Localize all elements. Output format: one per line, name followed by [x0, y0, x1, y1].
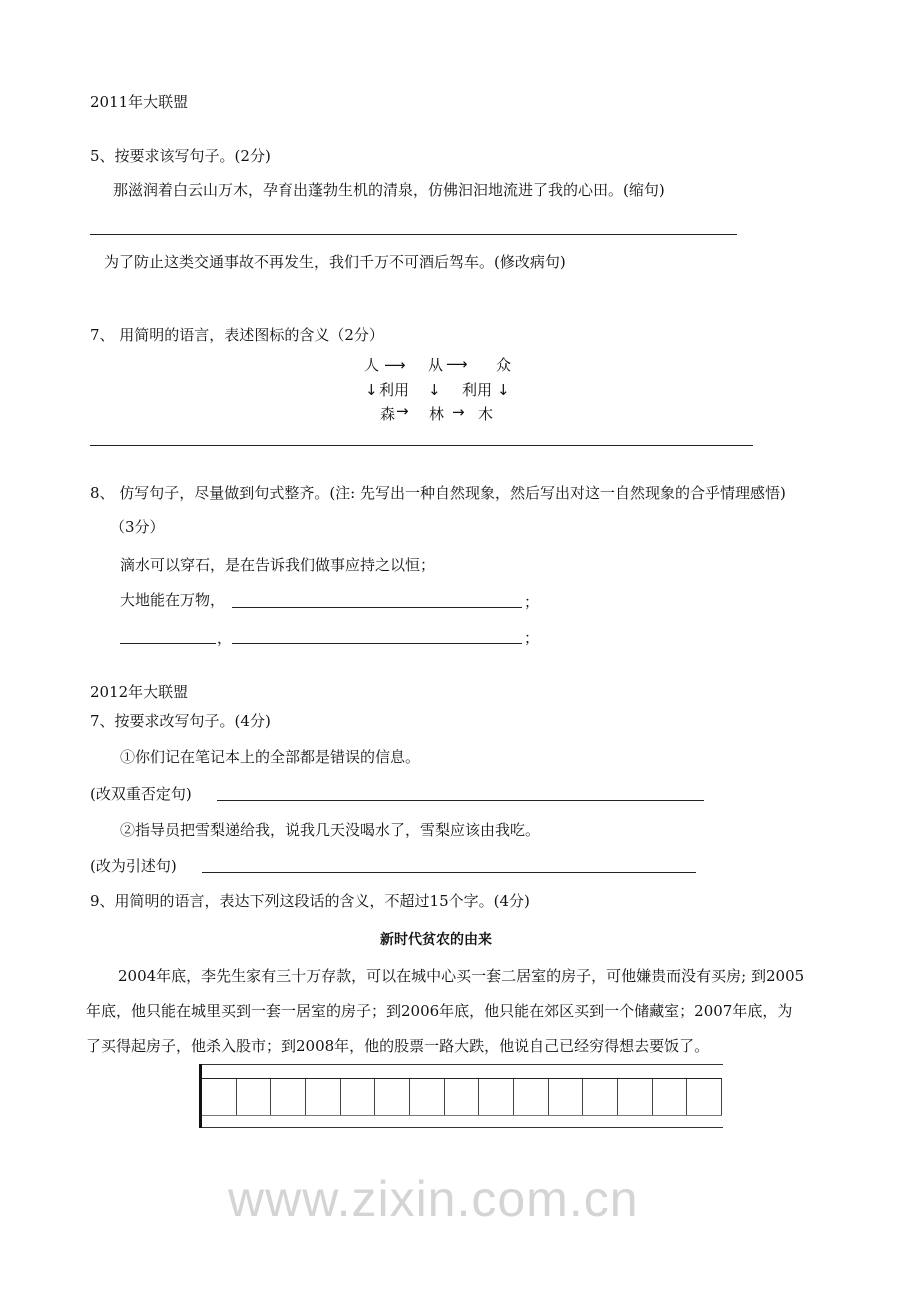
diagram-label: 利用 — [379, 381, 410, 399]
answer-cell[interactable] — [514, 1079, 549, 1115]
arrow-right-icon: → — [396, 402, 409, 420]
answer-cell[interactable] — [237, 1079, 272, 1115]
q5-sentence-1: 那滋润着白云山万木，孕育出蓬勃生机的清泉，仿佛汩汩地流进了我的心田。(缩句) — [113, 181, 665, 199]
section-heading-2012: 2012年大联盟 — [90, 683, 189, 701]
answer-cell[interactable] — [445, 1079, 480, 1115]
q7-2012-title: 7、按要求改写句子。(4分) — [90, 712, 271, 730]
answer-cell[interactable] — [549, 1079, 584, 1115]
answer-cell[interactable] — [479, 1079, 514, 1115]
passage-line: 了买得起房子，他杀入股市；到2008年，他的股票一路大跌，他说自己已经穷得想去要饭了。 — [86, 1037, 710, 1055]
watermark: www.zixin.com.cn — [228, 1171, 639, 1227]
answer-cell[interactable] — [653, 1079, 688, 1115]
arrow-right-icon: ⟶ — [384, 356, 406, 374]
passage-title: 新时代贫农的由来 — [380, 932, 492, 948]
answer-grid[interactable] — [199, 1064, 723, 1128]
punctuation: ； — [524, 593, 540, 611]
q8-score: （3分） — [110, 518, 165, 536]
punctuation: ； — [524, 629, 540, 647]
q8-prompt: 大地能在万物， — [120, 591, 226, 609]
q8-example: 滴水可以穿石，是在告诉我们做事应持之以恒； — [120, 556, 436, 574]
answer-cell[interactable] — [341, 1079, 376, 1115]
q5-sentence-2: 为了防止这类交通事故不再发生，我们千万不可酒后驾车。(修改病句) — [104, 253, 566, 271]
diagram-char: 人 — [364, 356, 380, 374]
arrow-down-icon: ↓ — [497, 381, 510, 399]
arrow-down-icon: ↓ — [365, 381, 378, 399]
q5-title: 5、按要求该写句子。(2分) — [90, 147, 271, 165]
answer-cell[interactable] — [583, 1079, 618, 1115]
diagram-char: 从 — [428, 356, 444, 374]
punctuation: ， — [217, 629, 233, 647]
passage-line: 年底，他只能在城里买到一套一居室的房子；到2006年底，他只能在郊区买到一个储藏室；2007年底，为 — [86, 1002, 793, 1020]
answer-cell[interactable] — [306, 1079, 341, 1115]
arrow-right-icon: ⟶ — [446, 355, 468, 373]
diagram-label: 利用 — [462, 381, 493, 399]
passage-line: 2004年底，李先生家有三十万存款，可以在城中心买一套二居室的房子，可他嫌贵而没有买房; 到2005 — [118, 967, 805, 985]
q7-sentence-2: ②指导员把雪梨递给我，说我几天没喝水了，雪梨应该由我吃。 — [120, 821, 541, 839]
q7-instruction-2: (改为引述句) — [90, 857, 177, 875]
arrow-right-icon: → — [452, 403, 465, 421]
section-heading-2011: 2011年大联盟 — [90, 93, 189, 111]
diagram-char: 林 — [429, 405, 445, 423]
answer-line — [90, 234, 737, 235]
answer-line[interactable] — [202, 872, 696, 873]
q7-sentence-1: ①你们记在笔记本上的全部都是错误的信息。 — [120, 748, 421, 766]
q7-title: 7、 用简明的语言，表述图标的含义（2分） — [90, 326, 384, 344]
answer-cell[interactable] — [687, 1079, 722, 1115]
answer-line[interactable] — [232, 607, 522, 608]
answer-cell[interactable] — [618, 1079, 653, 1115]
answer-cell[interactable] — [410, 1079, 445, 1115]
q9-title: 9、用简明的语言，表达下列这段话的含义，不超过15个字。(4分) — [90, 892, 530, 910]
q8-title: 8、 仿写句子，尽量做到句式整齐。(注: 先写出一种自然现象，然后写出对这一自然现象的合乎情理感悟) — [90, 484, 786, 502]
answer-cell[interactable] — [271, 1079, 306, 1115]
answer-cell[interactable] — [375, 1079, 410, 1115]
answer-cell[interactable] — [202, 1079, 237, 1115]
answer-line[interactable] — [217, 800, 704, 801]
diagram-char: 木 — [478, 405, 494, 423]
diagram-char: 众 — [496, 356, 512, 374]
diagram-char: 森 — [380, 405, 396, 423]
arrow-down-icon: ↓ — [428, 381, 441, 399]
answer-line[interactable] — [232, 643, 522, 644]
q7-instruction-1: (改双重否定句) — [90, 785, 192, 803]
answer-line[interactable] — [120, 643, 216, 644]
answer-line — [90, 445, 753, 446]
